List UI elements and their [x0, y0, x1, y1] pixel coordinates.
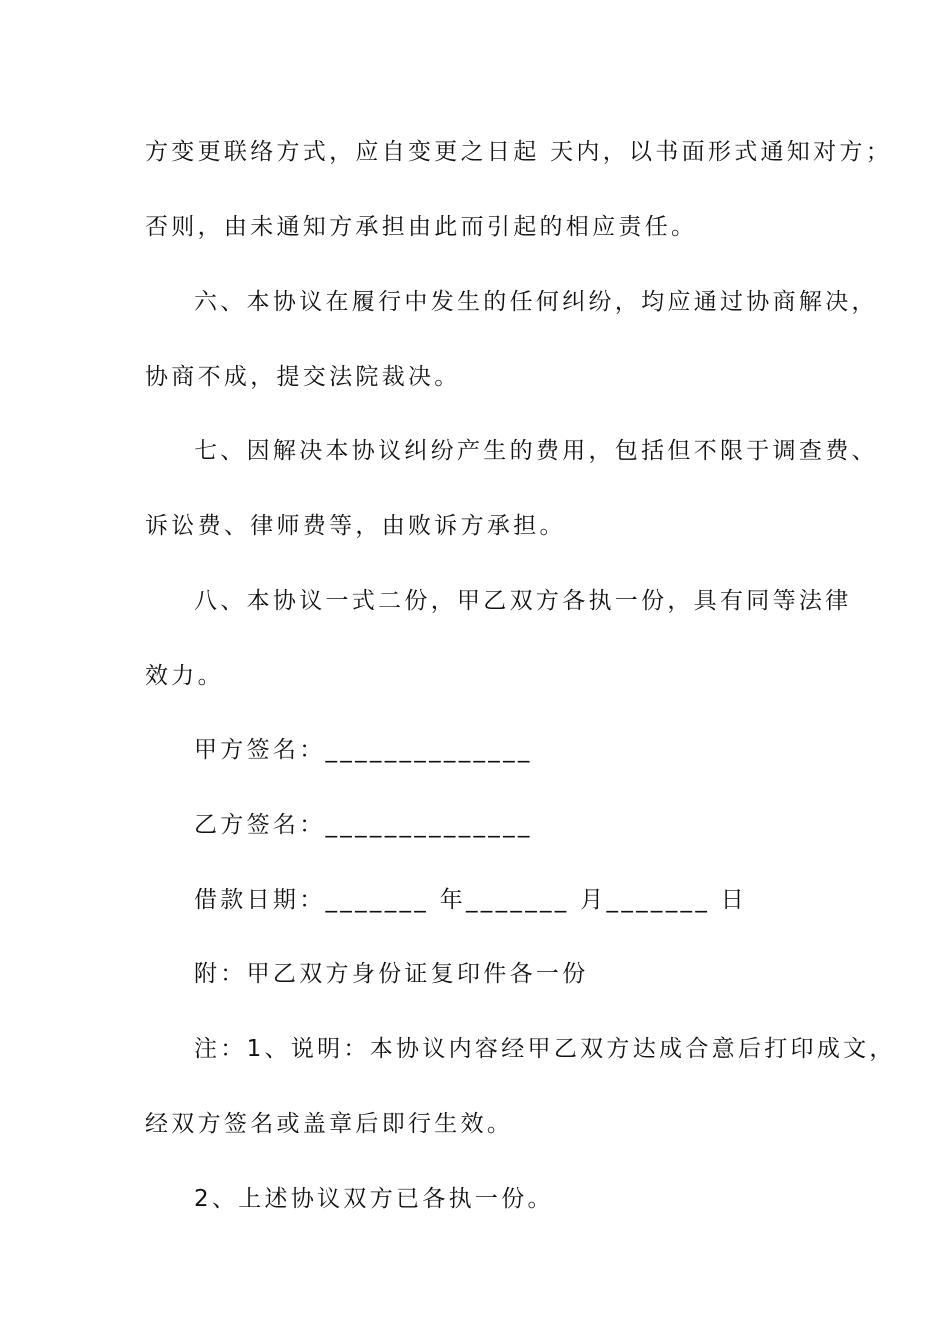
loan-date: 借款日期：_______ 年_______ 月_______ 日	[194, 887, 748, 913]
paragraph-5-line-3: 否则，由未通知方承担由此而引起的相应责任。	[145, 214, 698, 240]
paragraph-5-line-2: 方变更联络方式，应自变更之日起 天内，以书面形式通知对方；	[145, 139, 893, 165]
note-2: 2、上述协议双方已各执一份。	[194, 1186, 554, 1212]
party-a-signature: 甲方签名：______________	[194, 737, 533, 763]
clause-7-line-1: 七、因解决本协议纠纷产生的费用，包括但不限于调查费、	[194, 438, 878, 464]
attachment-note: 附：甲乙双方身份证复印件各一份	[194, 961, 589, 987]
note-1-line-2: 经双方签名或盖章后即行生效。	[145, 1111, 514, 1137]
clause-7-line-2: 诉讼费、律师费等，由败诉方承担。	[145, 513, 566, 539]
party-b-signature: 乙方签名：______________	[194, 812, 533, 838]
clause-8-line-1: 八、本协议一式二份，甲乙双方各执一份，具有同等法律	[194, 588, 852, 614]
clause-6-line-1: 六、本协议在履行中发生的任何纠纷，均应通过协商解决，	[194, 289, 878, 315]
clause-6-line-2: 协商不成，提交法院裁决。	[145, 364, 461, 390]
note-1-line-1: 注：1、说明：本协议内容经甲乙双方达成合意后打印成文，	[194, 1036, 896, 1062]
clause-8-line-2: 效力。	[145, 663, 224, 689]
